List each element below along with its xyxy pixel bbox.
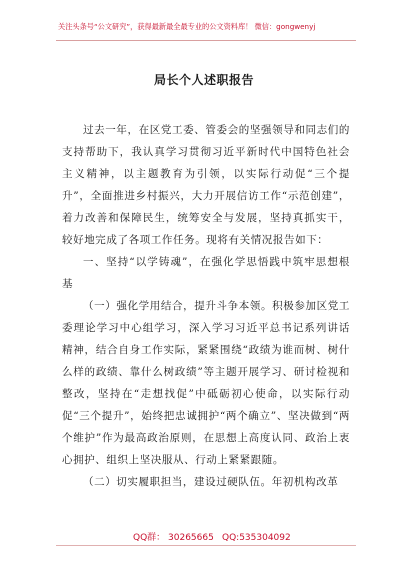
qq-number: QQ:535304092: [222, 533, 291, 543]
paragraph-subsection-2: （二）切实履职担当，建设过硬队伍。年初机构改革: [83, 476, 339, 488]
header-divider: [56, 40, 356, 41]
paragraph-intro: 过去一年，在区党工委、管委会的坚强领导和同志们的支持帮助下，我认真学习贯彻习近平新时代中国特色社会主义精神，以主题教育为引领，以实际行动促“三个提升”，全面推进乡村振兴，大力开展信访工作“示范创建”，着力改善和保障民生，统筹安全与发展，坚持真抓实干，较好地完成了各项工作任务。现将有关情况报告如下：: [62, 124, 350, 246]
footer-divider: [56, 545, 356, 546]
contact-footer: [0, 531, 408, 545]
paragraph-section-heading: 一、坚持“以学铸魂”，在强化学思悟践中筑牢思想根基: [62, 256, 350, 290]
promo-header: 关注头条号“公文研究”，获得最新最全最专业的公文资料库！ 微信：gongwenyj: [58, 22, 316, 31]
paragraph-subsection-1: （一）强化学用结合，提升斗争本领。积极参加区党工委理论学习中心组学习，深入学习习近平总书记系列讲话精神，结合自身工作实际，紧紧围绕“政绩为谁而树、树什么样的政绩、靠什么树政绩”等主题开展学习、研讨检视和整改，坚持在“走想找促”中砥砺初心使命，以实际行动促“三个提升”，始终把忠诚拥护“两个确立”、坚决做到“两个维护”作为最高政治原则，在思想上高度认同、政治上衷心拥护、组织上坚决服从、行动上紧紧跟随。: [62, 300, 350, 466]
document-title: 局长个人述职报告: [153, 73, 254, 87]
document-body: [62, 119, 350, 493]
qq-group-number: QQ群： 30265665: [133, 533, 214, 543]
